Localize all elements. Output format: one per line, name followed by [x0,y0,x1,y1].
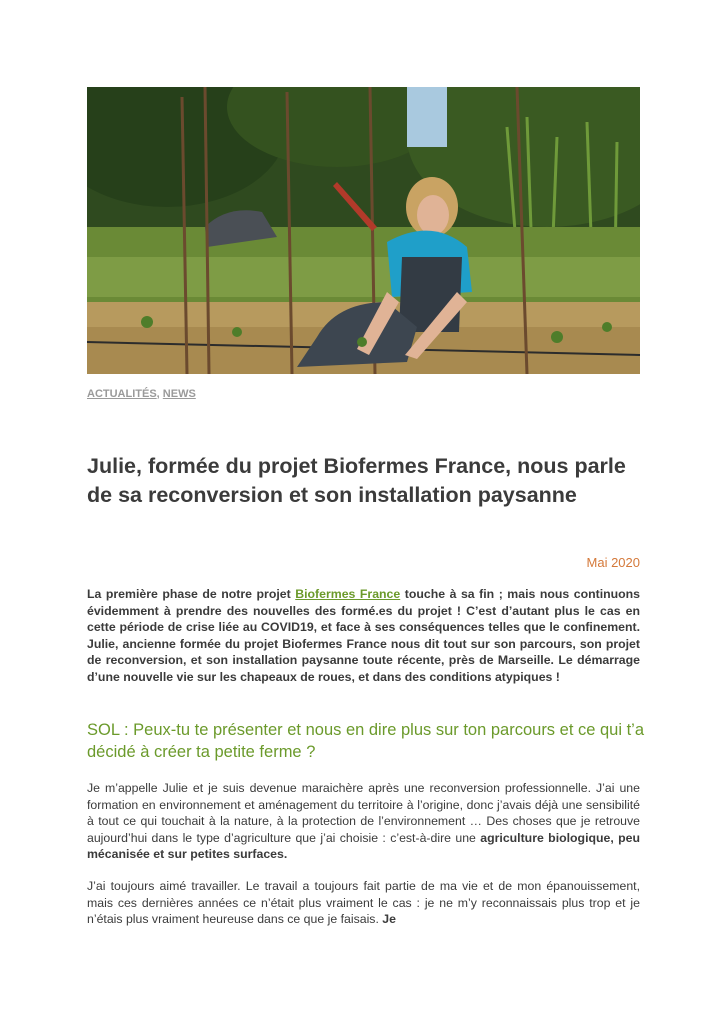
intro-text-after: touche à sa fin ; mais nous continuons évidemment à prendre des nouvelles des formé.es du projet ! C’est d’autant plus le cas en cette période de crise liée au COVID19, et face à ses conséquences telles que le confinement. Julie, ancienne formée du projet Biofermes France nous dit tout sur son parcours, son projet de reconversion, et son installation paysanne toute récente, près de Marseille. Le démarrage d’une nouvelle vie sur les chapeaux de roues, et dans des conditions atypiques ! [87,587,641,684]
article-categories [87,388,196,400]
biofermes-link[interactable]: Biofermes France [295,587,401,601]
section-heading: SOL : Peux-tu te présenter et nous en dire plus sur ton parcours et ce qui t’a décidé à créer ta petite ferme ? [87,721,645,761]
article-date: Mai 2020 [586,555,640,570]
paragraph-2 [87,878,640,928]
article-intro [87,586,640,686]
category-separator: , [156,388,163,400]
paragraph-2-bold: Je [382,912,396,927]
paragraph-1 [87,780,640,863]
paragraph-1-bold: agriculture biologique, peu mécanisée et sur petites surfaces. [87,830,640,862]
article-title: Julie, formée du projet Biofermes France, nous parle de sa reconversion et son installation paysanne [87,454,626,507]
farm-photo [87,87,640,374]
category-link-news[interactable]: NEWS [162,388,196,400]
article-photo [87,87,640,374]
intro-text-before: La première phase de notre projet [87,587,296,601]
category-link-actualites[interactable]: ACTUALITÉS [87,388,157,400]
paragraph-2-text: J’ai toujours aimé travailler. Le travail a toujours fait partie de ma vie et de mon épanouissement, mais ces dernières années ce n’était plus vraiment le cas : je ne m’y reconnaissais plus trop et je n’étais plus vraiment heureuse dans ce que je faisais. [87,879,640,927]
paragraph-1-text: Je m’appelle Julie et je suis devenue maraichère après une reconversion professionnelle. J’ai une formation en environnement et aménagement du territoire à l’origine, donc j’avais déjà une sensibilité à tout ce qui touchait à la nature, à la protection de l’environnement … Des choses que je retrouve aujourd’hui dans le type d’agriculture que j’ai choisie : c’est-à-dire une [87,781,640,845]
